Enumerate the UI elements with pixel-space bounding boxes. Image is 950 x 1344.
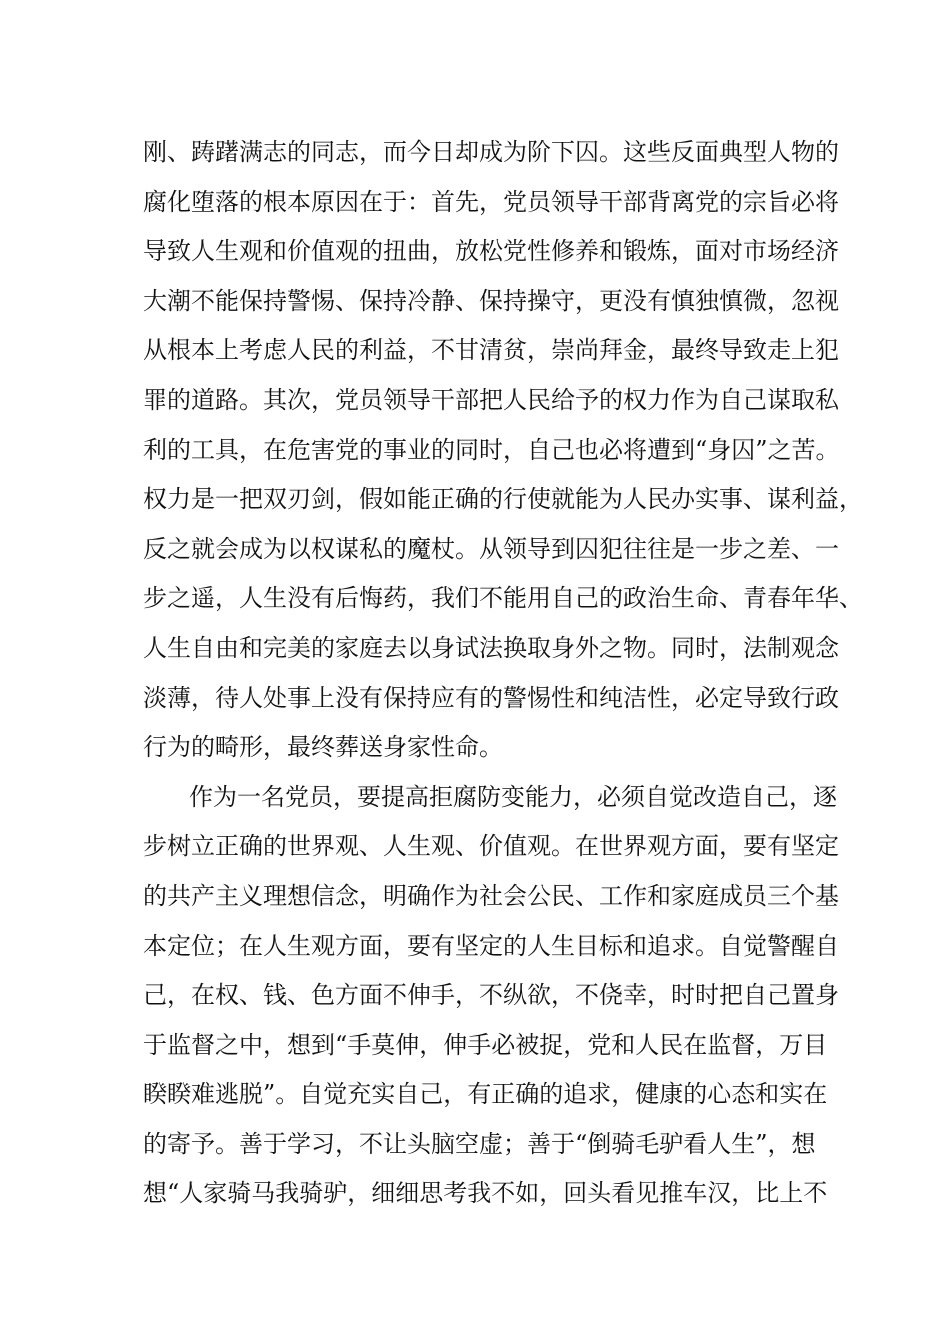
text-line: 的共产主义理想信念，明确作为社会公民、工作和家庭成员三个基 (143, 881, 839, 910)
text-line: 步树立正确的世界观、人生观、价值观。在世界观方面，要有坚定 (143, 832, 839, 861)
text-line: 行为的畸形，最终葬送身家性命。 (143, 733, 503, 762)
text-line: 步之遥，人生没有后悔药，我们不能用自己的政治生命、青春年华、 (143, 584, 863, 613)
text-line: 想“人家骑马我骑驴，细细思考我不如，回头看见推车汉，比上不 (143, 1179, 828, 1208)
text-line: 罪的道路。其次，党员领导干部把人民给予的权力作为自己谋取私 (143, 385, 839, 414)
text-line: 大潮不能保持警惕、保持冷静、保持操守，更没有慎独慎微，忽视 (143, 286, 839, 315)
text-line: 淡薄，待人处事上没有保持应有的警惕性和纯洁性，必定导致行政 (143, 683, 839, 712)
text-line: 的寄予。善于学习，不让头脑空虚；善于“倒骑毛驴看人生”，想 (143, 1129, 816, 1158)
text-line: 权力是一把双刃剑，假如能正确的行使就能为人民办实事、谋利益， (143, 485, 863, 514)
paragraph-first-line: 作为一名党员，要提高拒腐防变能力，必须自觉改造自己，逐 (189, 782, 837, 811)
text-line: 利的工具，在危害党的事业的同时，自己也必将遭到“身囚”之苦。 (143, 435, 840, 464)
text-line: 人生自由和完美的家庭去以身试法换取身外之物。同时，法制观念 (143, 633, 839, 662)
body-text (143, 128, 863, 1219)
text-line: 从根本上考虑人民的利益，不甘清贫，崇尚拜金，最终导致走上犯 (143, 336, 839, 365)
text-line: 反之就会成为以权谋私的魔杖。从领导到囚犯往往是一步之差、一 (143, 534, 839, 563)
text-line: 腐化堕落的根本原因在于：首先，党员领导干部背离党的宗旨必将 (143, 187, 839, 216)
text-line: 本定位；在人生观方面，要有坚定的人生目标和追求。自觉警醒自 (143, 931, 839, 960)
text-line: 导致人生观和价值观的扭曲，放松党性修养和锻炼，面对市场经济 (143, 237, 839, 266)
text-line: 刚、踌躇满志的同志，而今日却成为阶下囚。这些反面典型人物的 (143, 138, 839, 166)
text-line: 于监督之中，想到“手莫伸，伸手必被捉，党和人民在监督，万目 (143, 1030, 828, 1059)
text-line: 睽睽难逃脱”。自觉充实自己，有正确的追求，健康的心态和实在 (143, 1080, 828, 1109)
text-line: 己，在权、钱、色方面不伸手，不纵欲，不侥幸，时时把自己置身 (143, 981, 839, 1010)
